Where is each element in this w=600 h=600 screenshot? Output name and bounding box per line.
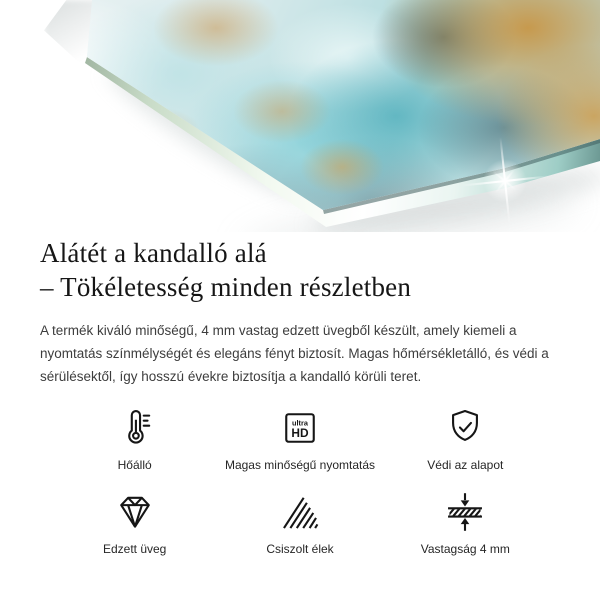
polished-edges-icon — [278, 490, 322, 534]
feature-protects-base — [383, 406, 548, 472]
ultra-hd-badge-top: ultra — [292, 418, 308, 428]
feature-high-quality-print — [217, 406, 382, 472]
title-line-2: – Tökéletesség minden részletben — [40, 272, 412, 302]
title-line-1: Alátét a kandalló alá — [40, 238, 267, 268]
ultra-hd-badge-bottom: HD — [291, 426, 309, 441]
feature-label: Hőálló — [117, 458, 152, 472]
feature-polished-edges — [217, 490, 382, 556]
feature-label: Védi az alapot — [427, 458, 504, 472]
feature-heat-resistant — [52, 406, 217, 472]
feature-grid — [40, 406, 560, 556]
ultra-hd-icon — [278, 406, 322, 450]
feature-tempered-glass — [52, 490, 217, 556]
shield-check-icon — [443, 406, 487, 450]
thermometer-icon — [113, 406, 157, 450]
feature-label: Magas minőségű nyomtatás — [224, 458, 376, 472]
thickness-icon — [443, 490, 487, 534]
section-title — [40, 236, 560, 304]
product-description: A termék kiváló minőségű, 4 mm vastag edzett üvegből készült, amely kiemeli a nyomtatás színmélységét és elegáns fényt biztosít. Magas hőmérsékletálló, és védi a sérülésektől, így hosszú évekre biztosítja a kandalló körüli teret. — [40, 323, 549, 384]
feature-label: Vastagság 4 mm — [420, 542, 510, 556]
feature-label: Csiszolt élek — [266, 542, 334, 556]
feature-thickness-4mm — [383, 490, 548, 556]
feature-label: Edzett üveg — [102, 542, 167, 556]
description-section — [0, 232, 600, 556]
product-photo — [0, 0, 600, 232]
diamond-icon — [113, 490, 157, 534]
